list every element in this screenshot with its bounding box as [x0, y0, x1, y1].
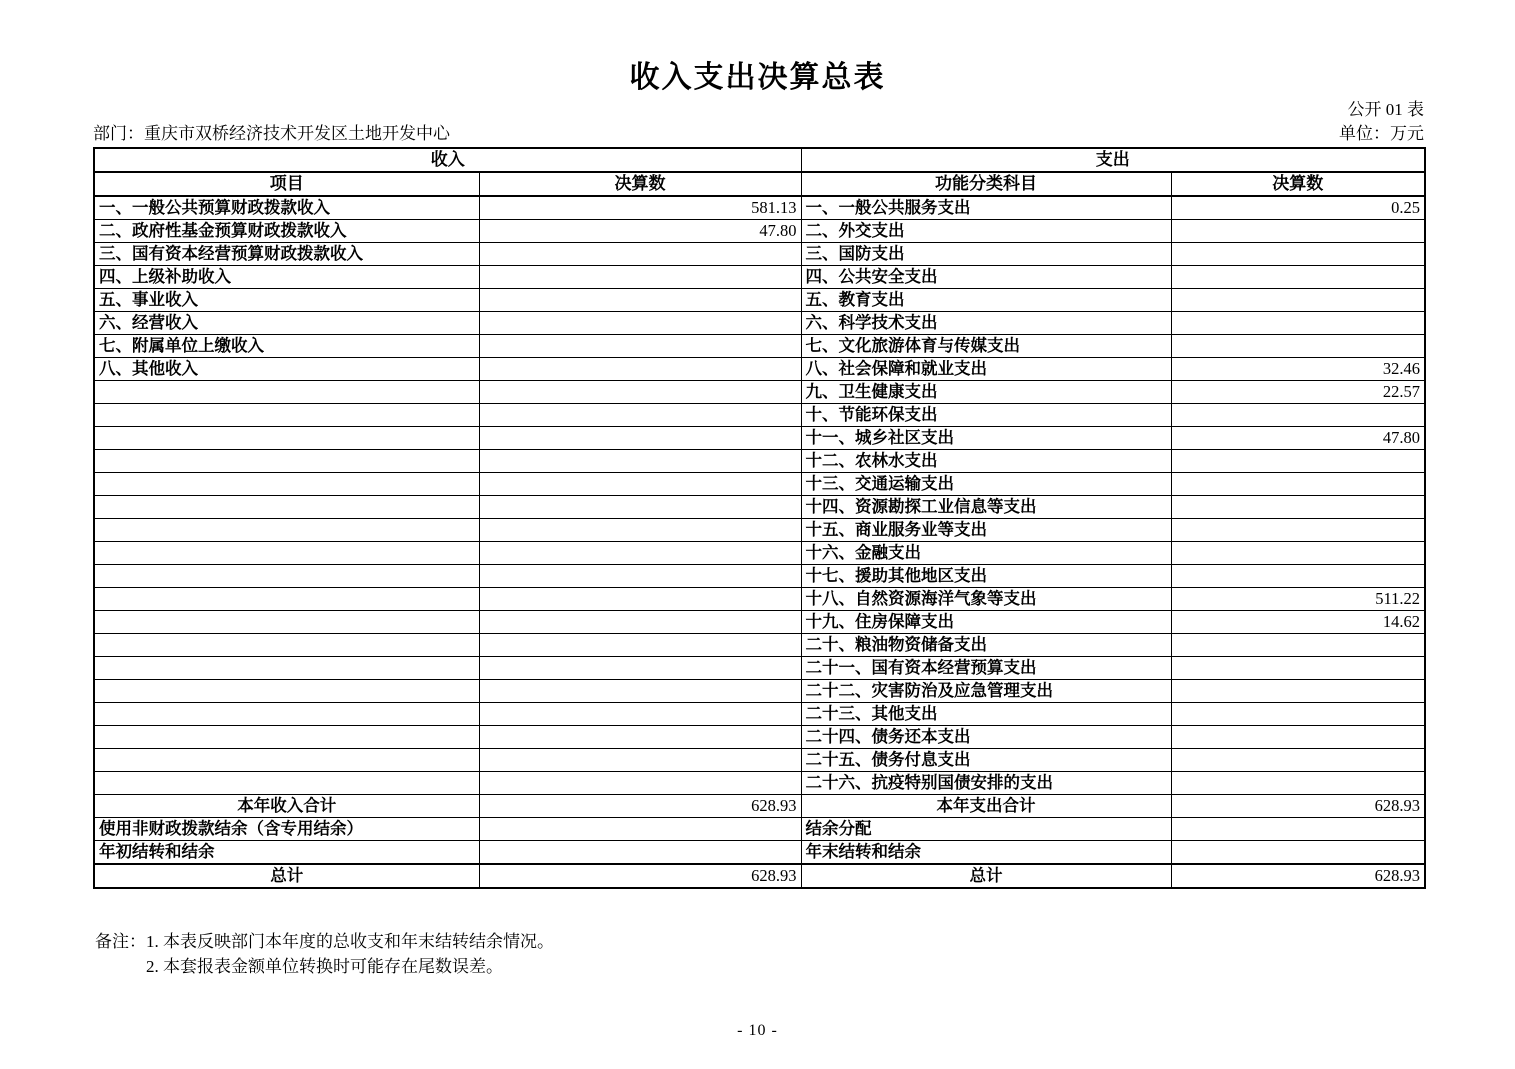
income-value-cell [479, 772, 801, 795]
table-row [94, 289, 1425, 312]
page-title: 收入支出决算总表 [629, 61, 886, 94]
income-value-cell [479, 565, 801, 588]
table-row [94, 565, 1425, 588]
expense-summary-label-cell: 结余分配 [801, 818, 1171, 841]
income-item-cell: 二、政府性基金预算财政拨款收入 [94, 220, 479, 243]
table-row [94, 358, 1425, 381]
budget-table [93, 147, 1426, 889]
note-line-1: 1. 本表反映部门本年度的总收支和年末结转结余情况。 [146, 932, 554, 951]
expense-item-cell: 二十五、债务付息支出 [801, 749, 1171, 772]
col-header-expense-amount: 决算数 [1171, 172, 1425, 196]
expense-item-cell: 三、国防支出 [801, 243, 1171, 266]
expense-item-cell: 十二、农林水支出 [801, 450, 1171, 473]
expense-value-cell: 32.46 [1171, 358, 1425, 381]
income-item-cell [94, 703, 479, 726]
table-row [94, 726, 1425, 749]
expense-item-cell: 十九、住房保障支出 [801, 611, 1171, 634]
table-row [94, 542, 1425, 565]
income-item-cell [94, 657, 479, 680]
table-row [94, 473, 1425, 496]
income-value-cell [479, 404, 801, 427]
summary-row [94, 841, 1425, 865]
expense-item-cell: 十八、自然资源海洋气象等支出 [801, 588, 1171, 611]
expense-item-cell: 十五、商业服务业等支出 [801, 519, 1171, 542]
table-row [94, 450, 1425, 473]
expense-value-cell [1171, 220, 1425, 243]
expense-item-cell: 一、一般公共服务支出 [801, 196, 1171, 220]
income-value-cell [479, 588, 801, 611]
expense-value-cell [1171, 335, 1425, 358]
income-item-cell: 六、经营收入 [94, 312, 479, 335]
income-item-cell [94, 749, 479, 772]
expense-item-cell: 二十六、抗疫特别国债安排的支出 [801, 772, 1171, 795]
table-row [94, 196, 1425, 220]
income-summary-value-cell [479, 818, 801, 841]
income-summary-value-cell [479, 841, 801, 865]
table-row [94, 680, 1425, 703]
expense-summary-value-cell: 628.93 [1171, 864, 1425, 888]
expense-section-header: 支出 [801, 148, 1425, 172]
income-item-cell: 五、事业收入 [94, 289, 479, 312]
income-item-cell [94, 496, 479, 519]
income-value-cell [479, 611, 801, 634]
income-item-cell: 三、国有资本经营预算财政拨款收入 [94, 243, 479, 266]
expense-value-cell [1171, 496, 1425, 519]
table-row [94, 381, 1425, 404]
expense-item-cell: 七、文化旅游体育与传媒支出 [801, 335, 1171, 358]
income-value-cell [479, 358, 801, 381]
income-item-cell [94, 519, 479, 542]
expense-value-cell [1171, 749, 1425, 772]
expense-value-cell: 511.22 [1171, 588, 1425, 611]
table-row [94, 496, 1425, 519]
income-item-cell [94, 381, 479, 404]
table-row [94, 772, 1425, 795]
income-summary-label-cell: 年初结转和结余 [94, 841, 479, 865]
income-item-cell: 一、一般公共预算财政拨款收入 [94, 196, 479, 220]
income-item-cell: 七、附属单位上缴收入 [94, 335, 479, 358]
expense-value-cell [1171, 657, 1425, 680]
expense-value-cell: 14.62 [1171, 611, 1425, 634]
expense-item-cell: 四、公共安全支出 [801, 266, 1171, 289]
summary-row [94, 864, 1425, 888]
income-value-cell [479, 726, 801, 749]
expense-item-cell: 六、科学技术支出 [801, 312, 1171, 335]
income-item-cell: 八、其他收入 [94, 358, 479, 381]
table-code-label: 公开 01 表 [1347, 100, 1424, 119]
table-row [94, 427, 1425, 450]
expense-value-cell [1171, 726, 1425, 749]
expense-summary-label-cell: 年末结转和结余 [801, 841, 1171, 865]
income-value-cell [479, 427, 801, 450]
expense-item-cell: 二十三、其他支出 [801, 703, 1171, 726]
income-item-cell [94, 634, 479, 657]
income-summary-label-cell: 总计 [94, 864, 479, 888]
income-item-cell: 四、上级补助收入 [94, 266, 479, 289]
expense-value-cell [1171, 703, 1425, 726]
expense-value-cell [1171, 289, 1425, 312]
expense-item-cell: 八、社会保障和就业支出 [801, 358, 1171, 381]
income-value-cell [479, 266, 801, 289]
expense-value-cell [1171, 450, 1425, 473]
table-row [94, 266, 1425, 289]
table-row [94, 749, 1425, 772]
expense-value-cell [1171, 404, 1425, 427]
expense-item-cell: 二十四、债务还本支出 [801, 726, 1171, 749]
summary-row [94, 795, 1425, 818]
expense-item-cell: 十六、金融支出 [801, 542, 1171, 565]
expense-value-cell [1171, 519, 1425, 542]
expense-value-cell: 22.57 [1171, 381, 1425, 404]
income-value-cell [479, 450, 801, 473]
table-row [94, 220, 1425, 243]
income-item-cell [94, 772, 479, 795]
table-body [94, 196, 1425, 888]
income-value-cell [479, 335, 801, 358]
expense-value-cell [1171, 312, 1425, 335]
expense-value-cell [1171, 243, 1425, 266]
income-value-cell [479, 519, 801, 542]
income-item-cell [94, 588, 479, 611]
income-item-cell [94, 680, 479, 703]
income-value-cell [479, 381, 801, 404]
expense-item-cell: 十七、援助其他地区支出 [801, 565, 1171, 588]
income-value-cell [479, 657, 801, 680]
income-summary-label-cell: 本年收入合计 [94, 795, 479, 818]
table-row [94, 588, 1425, 611]
income-value-cell [479, 312, 801, 335]
summary-row [94, 818, 1425, 841]
page-number: - 10 - [737, 1022, 778, 1039]
income-item-cell [94, 611, 479, 634]
income-value-cell [479, 473, 801, 496]
section-header-row [94, 148, 1425, 172]
expense-item-cell: 二十一、国有资本经营预算支出 [801, 657, 1171, 680]
expense-value-cell [1171, 473, 1425, 496]
expense-value-cell [1171, 772, 1425, 795]
expense-item-cell: 十四、资源勘探工业信息等支出 [801, 496, 1171, 519]
expense-summary-label-cell: 总计 [801, 864, 1171, 888]
expense-value-cell: 0.25 [1171, 196, 1425, 220]
expense-item-cell: 二十二、灾害防治及应急管理支出 [801, 680, 1171, 703]
income-value-cell [479, 680, 801, 703]
expense-item-cell: 五、教育支出 [801, 289, 1171, 312]
income-value-cell [479, 542, 801, 565]
expense-item-cell: 十三、交通运输支出 [801, 473, 1171, 496]
table-row [94, 519, 1425, 542]
column-header-row [94, 172, 1425, 196]
table-row [94, 703, 1425, 726]
income-summary-value-cell: 628.93 [479, 864, 801, 888]
unit-label: 单位：万元 [1339, 124, 1424, 143]
income-item-cell [94, 427, 479, 450]
note-line-2: 2. 本套报表金额单位转换时可能存在尾数误差。 [146, 957, 503, 976]
table-row [94, 312, 1425, 335]
col-header-expense-function: 功能分类科目 [801, 172, 1171, 196]
income-value-cell: 47.80 [479, 220, 801, 243]
notes-block [95, 929, 554, 979]
income-item-cell [94, 726, 479, 749]
income-item-cell [94, 565, 479, 588]
department-label: 部门：重庆市双桥经济技术开发区土地开发中心 [93, 124, 450, 143]
income-item-cell [94, 542, 479, 565]
income-value-cell [479, 634, 801, 657]
expense-item-cell: 十、节能环保支出 [801, 404, 1171, 427]
table-row [94, 243, 1425, 266]
expense-item-cell: 十一、城乡社区支出 [801, 427, 1171, 450]
expense-value-cell [1171, 680, 1425, 703]
expense-value-cell: 47.80 [1171, 427, 1425, 450]
income-summary-label-cell: 使用非财政拨款结余（含专用结余） [94, 818, 479, 841]
income-value-cell [479, 703, 801, 726]
table-row [94, 657, 1425, 680]
income-summary-value-cell: 628.93 [479, 795, 801, 818]
expense-summary-label-cell: 本年支出合计 [801, 795, 1171, 818]
expense-item-cell: 二、外交支出 [801, 220, 1171, 243]
income-value-cell [479, 749, 801, 772]
table-row [94, 634, 1425, 657]
expense-summary-value-cell [1171, 841, 1425, 865]
income-item-cell [94, 450, 479, 473]
table-row [94, 404, 1425, 427]
expense-value-cell [1171, 266, 1425, 289]
expense-value-cell [1171, 634, 1425, 657]
expense-item-cell: 九、卫生健康支出 [801, 381, 1171, 404]
expense-item-cell: 二十、粮油物资储备支出 [801, 634, 1171, 657]
income-value-cell [479, 243, 801, 266]
table-row [94, 335, 1425, 358]
col-header-income-amount: 决算数 [479, 172, 801, 196]
income-item-cell [94, 473, 479, 496]
notes-label: 备注： [95, 932, 146, 951]
col-header-income-item: 项目 [94, 172, 479, 196]
income-item-cell [94, 404, 479, 427]
expense-value-cell [1171, 542, 1425, 565]
income-value-cell [479, 496, 801, 519]
expense-summary-value-cell: 628.93 [1171, 795, 1425, 818]
income-value-cell: 581.13 [479, 196, 801, 220]
expense-summary-value-cell [1171, 818, 1425, 841]
income-value-cell [479, 289, 801, 312]
table-row [94, 611, 1425, 634]
expense-value-cell [1171, 565, 1425, 588]
income-section-header: 收入 [94, 148, 801, 172]
notes-lines [146, 929, 554, 979]
meta-row [93, 119, 1424, 144]
